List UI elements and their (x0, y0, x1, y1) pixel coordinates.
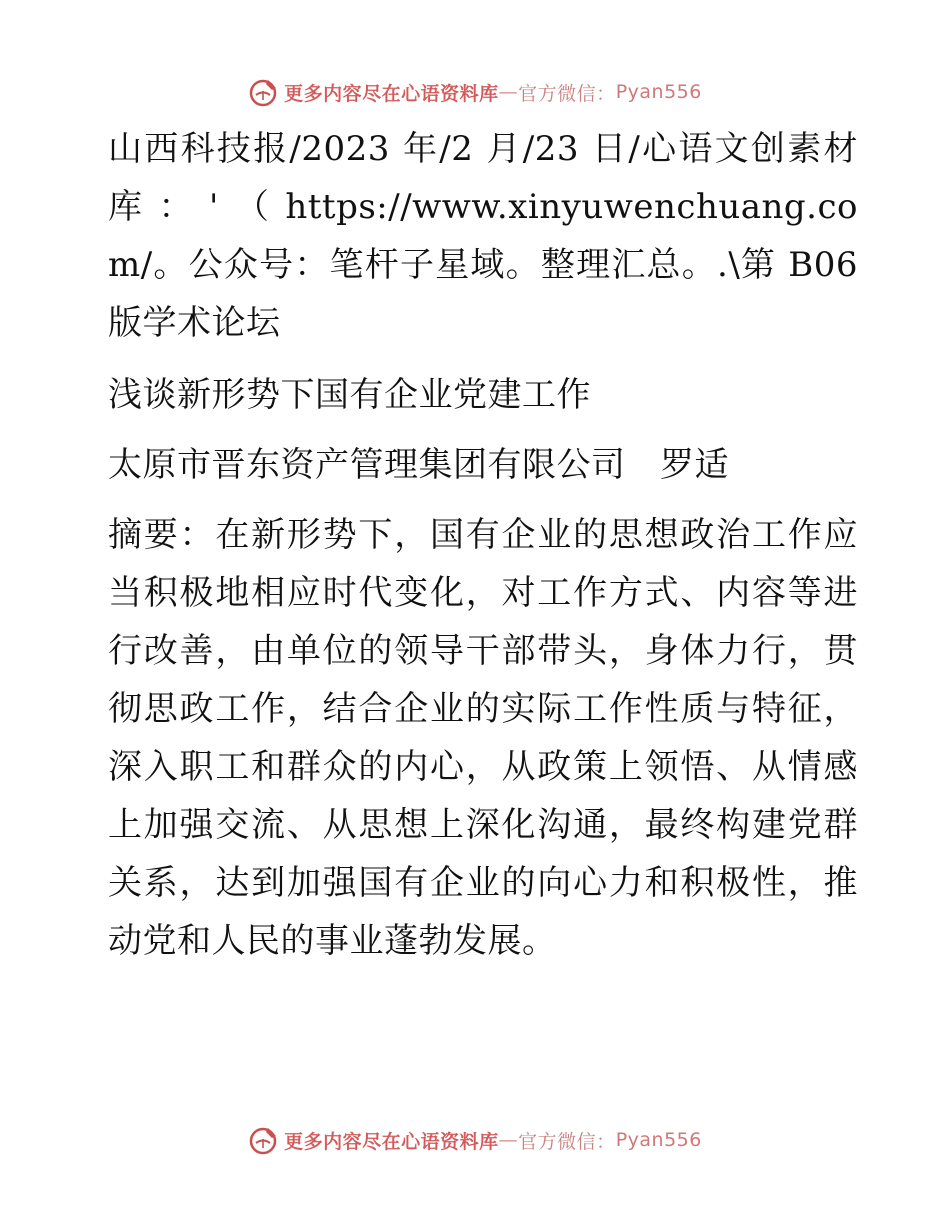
watermark-wechat-label: 官方微信： (518, 1130, 616, 1153)
watermark-brand-text: 更多内容尽在心语资料库 (284, 1130, 499, 1153)
watermark-wechat-label: 官方微信： (518, 82, 616, 105)
abstract-paragraph: 摘要：在新形势下，国有企业的思想政治工作应当积极地相应时代变化，对工作方式、内容等进行改善，由单位的领导干部带头，身体力行，贯彻思政工作，结合企业的实际工作性质与特征，深入职工和群众的内心，从政策上领悟、从情感上加强交流、从思想上深化沟通，最终构建党群关系，达到加强国有企业的向心力和积极性，推动党和人民的事业蓬勃发展。 (108, 515, 858, 961)
header-watermark (0, 72, 950, 112)
footer-watermark (0, 1120, 950, 1160)
watermark-wechat-id: Pyan556 (615, 1129, 702, 1151)
author-line: 太原市晋东资产管理集团有限公司 罗适 (108, 445, 729, 485)
watermark-separator: — (498, 1129, 519, 1151)
watermark-separator: — (498, 81, 519, 103)
article-title: 浅谈新形势下国有企业党建工作 (108, 375, 591, 415)
watermark-wechat-id: Pyan556 (615, 81, 702, 103)
document-body (98, 120, 858, 970)
watermark-brand-text: 更多内容尽在心语资料库 (284, 82, 499, 105)
source-line: 山西科技报/2023 年/2 月/23 日/心语文创素材库：'（https://www.xinyuwenchuang.com/。公众号：笔杆子星域。整理汇总。.\第 B06 版学术论坛 (108, 129, 858, 343)
book-pen-logo-icon (248, 1124, 280, 1156)
book-pen-logo-icon (248, 76, 280, 108)
